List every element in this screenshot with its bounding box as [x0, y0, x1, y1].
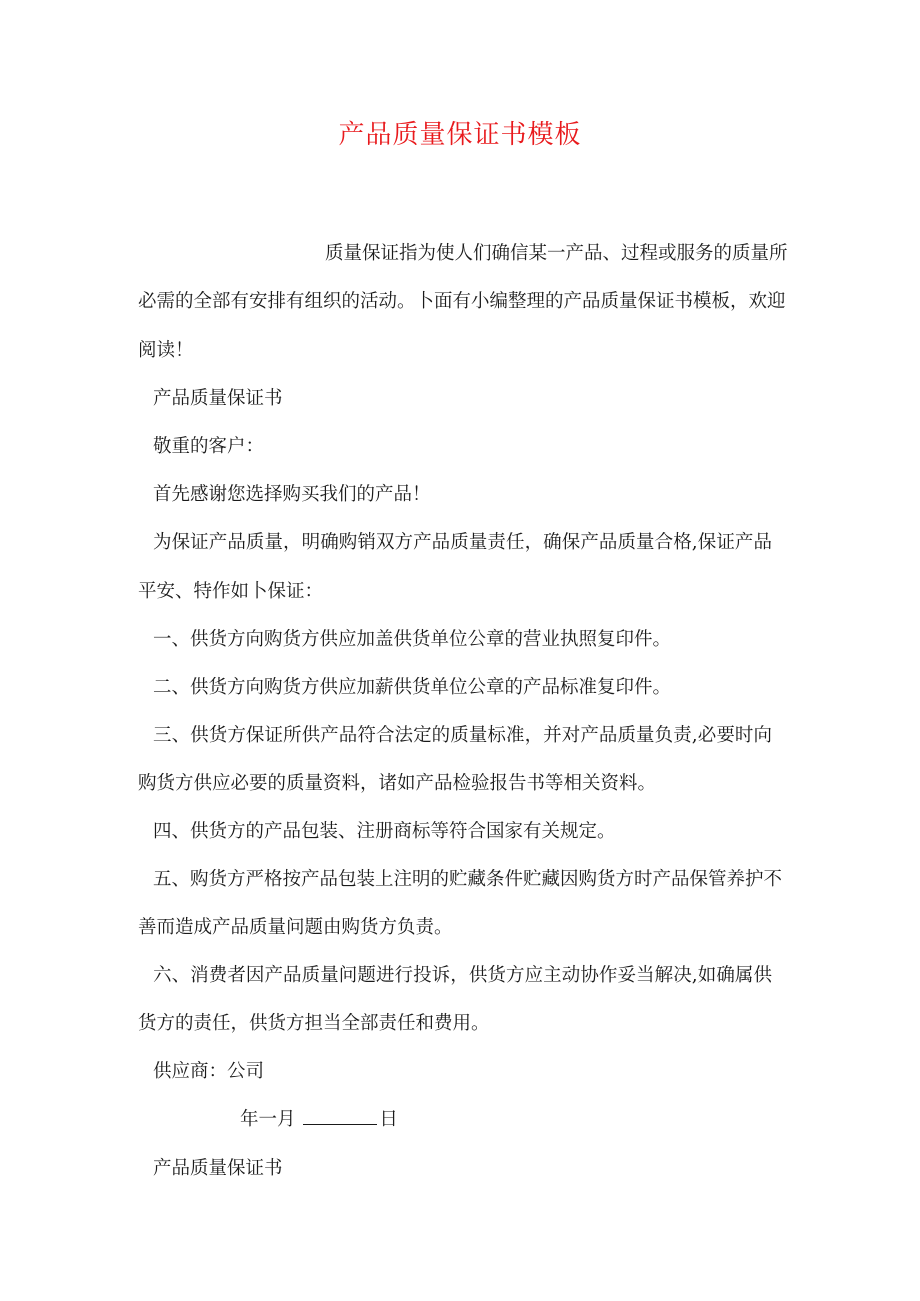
clause-5-line-1: 五、购货方严格按产品包装上注明的贮藏条件贮藏因购货方时产品保管养护不 — [153, 869, 783, 890]
clause-5-line-2: 善而造成产品质量问题由购货方负责。 — [138, 917, 453, 938]
certificate-heading: 产品质量保证书 — [153, 388, 283, 409]
supplier-line: 供应商：公司 — [153, 1061, 265, 1082]
intro-line-2: 必需的全部有安排有组织的活动。卜面有小编整理的产品质量保证书模板，欢迎 — [138, 291, 786, 312]
date-line — [240, 1106, 398, 1134]
clause-6-line-1: 六、消费者因产品质量问题进行投诉，供货方应主动协作妥当解决,如确属供 — [153, 965, 772, 986]
intro-line-3: 阅读！ — [138, 340, 194, 361]
salutation: 敬重的客户： — [153, 436, 265, 457]
clause-3-line-2: 购货方供应必要的质量资料，诸如产品检验报告书等相关资料。 — [138, 773, 657, 794]
clause-3-line-1: 三、供货方保证所供产品符合法定的质量标准，并对产品质量负责,必要时向 — [153, 725, 772, 746]
footer-heading: 产品质量保证书 — [153, 1158, 283, 1179]
purpose-line-1: 为保证产品质量，明确购销双方产品质量责任，确保产品质量合格,保证产品 — [153, 532, 772, 553]
date-day: 日 — [379, 1109, 398, 1130]
clause-1: 一、供货方向购货方供应加盖供货单位公章的营业执照复印件。 — [153, 629, 672, 650]
thanks-line: 首先感谢您选择购买我们的产品！ — [153, 484, 431, 505]
clause-6-line-2: 货方的责任，供货方担当全部责任和费用。 — [138, 1013, 490, 1034]
clause-4: 四、供货方的产品包装、注册商标等符合国家有关规定。 — [153, 821, 616, 842]
date-blank — [303, 1106, 377, 1125]
purpose-line-2: 平安、特作如卜保证： — [138, 581, 324, 602]
document-title: 产品质量保证书模板 — [338, 120, 582, 150]
clause-2: 二、供货方向购货方供应加薪供货单位公章的产品标准复印件。 — [153, 677, 672, 698]
intro-line-1: 质量保证指为使人们确信某一产品、过程或服务的质量所 — [325, 243, 788, 264]
date-year-month: 年一月 — [240, 1109, 296, 1130]
